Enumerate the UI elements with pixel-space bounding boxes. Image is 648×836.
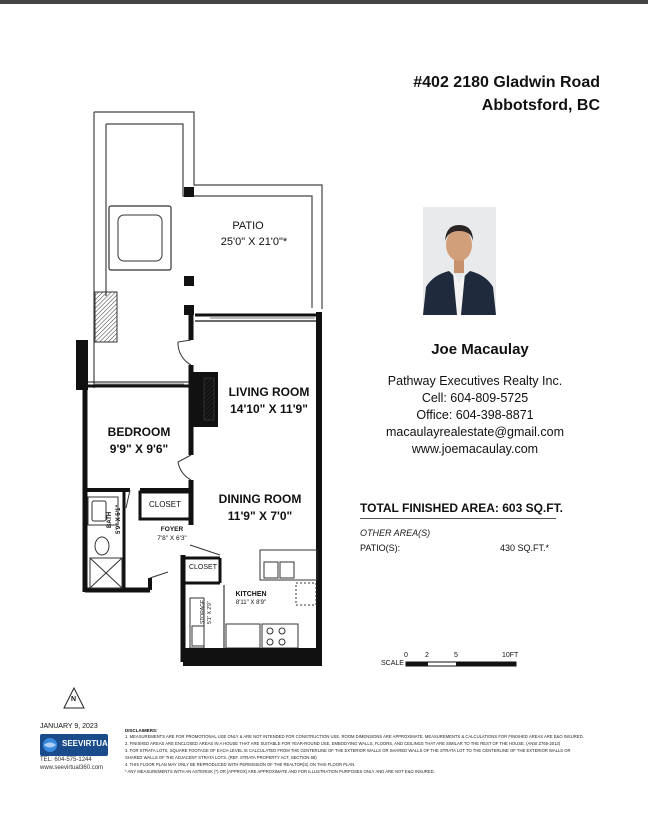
company-tel: TEL: 604-575-1244 bbox=[40, 757, 92, 763]
dining-room-dims: 11'9" X 7'0" bbox=[227, 509, 293, 523]
foyer-name: FOYER bbox=[160, 526, 184, 533]
disclaimer-line: 2. FINISHED AREAS ARE ENCLOSED AREAS IN A HOUSE THAT ARE SUITABLE FOR YEAR-ROUND USE, EMBODYING WALLS, FLOORS, AND CEILINGS THAT ARE SIMILAR TO THE REST OF THE HOUSE. (ANSI Z765-2013) bbox=[125, 741, 561, 746]
storage-dims: 5'1" X 2'9" bbox=[207, 601, 213, 624]
closet-label: CLOSET bbox=[148, 500, 181, 509]
patio-area-label: PATIO(S): bbox=[360, 543, 401, 553]
storage-name: STORAGE bbox=[200, 599, 206, 624]
patio-post bbox=[184, 305, 194, 315]
living-room-dims: 14'10" X 11'9" bbox=[230, 402, 308, 416]
address-line-1: #402 2180 Gladwin Road bbox=[413, 74, 600, 91]
dining-room-name: DINING ROOM bbox=[218, 492, 302, 506]
foyer-dims: 7'8" X 6'3" bbox=[157, 535, 187, 542]
hot-tub bbox=[109, 206, 171, 270]
scale-tick: 5 bbox=[454, 652, 458, 659]
scale-label: SCALE bbox=[381, 660, 404, 667]
disclaimer-line: SHARED WALLS OF THE ADJACENT STRATA LOTS. (REF. STRATA PROPERTY ACT, SECTION 68) bbox=[125, 755, 317, 760]
compass-label: N bbox=[71, 696, 77, 703]
scale-tick: 0 bbox=[404, 652, 408, 659]
bath-name: BATH bbox=[107, 511, 113, 528]
agent-website[interactable]: www.joemacaulay.com bbox=[411, 442, 539, 456]
disclaimer-line: 4. THIS FLOOR PLAN MAY ONLY BE REPRODUCED WITH PERMISSION OF THE REALTOR(S) ON THIS FLOOR PLAN. bbox=[125, 762, 356, 767]
other-areas-label: OTHER AREA(S) bbox=[360, 528, 431, 538]
outdoor-fireplace bbox=[95, 292, 117, 342]
disclaimers-title: DISCLAIMERS: bbox=[125, 728, 158, 733]
patio-post bbox=[184, 187, 194, 197]
agent-cell: Cell: 604-809-5725 bbox=[421, 391, 529, 405]
patio-post bbox=[184, 276, 194, 286]
scale-tick: 2 bbox=[425, 652, 429, 659]
disclaimer-line: 1. MEASUREMENTS ARE FOR PROMOTIONAL USE ONLY & ARE NOT INTENDED FOR CONSTRUCTION USE. ROOM DIMENSIONS ARE APPROXIMATE. MEASUREMENTS & CALCULATIONS FOR FINISHED AREAS ARE E&O INSURED. bbox=[125, 734, 584, 739]
patio-dims: 25'0" X 21'0"* bbox=[220, 236, 288, 248]
agent-photo bbox=[423, 207, 496, 315]
disclaimer-line: 3. FOR STRATA LOTS, SQUARE FOOTAGE OF EACH LEVEL IS CALCULATED FROM THE CENTERLINE OF THE EXTERIOR WALLS OR SHARED WALLS OF THE STRATA LOT TO THE CENTERLINE OF THE EXTERIOR WALLS OR bbox=[125, 748, 571, 753]
address-line-2: Abbotsford, BC bbox=[481, 97, 600, 114]
agent-portrait-icon bbox=[423, 207, 496, 315]
bottom-wall bbox=[183, 648, 322, 666]
patio-name: PATIO bbox=[232, 220, 264, 232]
patio-area-value: 430 SQ.FT.* bbox=[500, 543, 550, 553]
scale-bar bbox=[406, 662, 516, 666]
bedroom-dims: 9'9" X 9'6" bbox=[109, 442, 169, 456]
total-area bbox=[360, 501, 563, 515]
plan-date: JANUARY 9, 2023 bbox=[40, 723, 98, 730]
kitchen-dims: 8'11" X 8'9" bbox=[235, 600, 267, 606]
agent-company: Pathway Executives Realty Inc. bbox=[387, 374, 563, 388]
total-area-value: 603 SQ.FT. bbox=[502, 501, 563, 515]
closet-2-label: CLOSET bbox=[188, 564, 217, 571]
logo-text: SEEVIRTUAL bbox=[62, 739, 113, 748]
bedroom-name: BEDROOM bbox=[107, 425, 171, 439]
agent-name: Joe Macaulay bbox=[431, 341, 529, 358]
company-website[interactable]: www.seevirtual360.com bbox=[40, 765, 104, 771]
divider bbox=[360, 518, 556, 519]
living-room-name: LIVING ROOM bbox=[228, 385, 310, 399]
logo-globe-icon bbox=[42, 737, 58, 753]
agent-email[interactable]: macaulayrealestate@gmail.com bbox=[385, 425, 565, 439]
disclaimer-line: * ANY MEASUREMENTS WITH AN ASTERISK (*) OR [APPROX] ARE APPROXIMATE AND FOR ILLUSTRATION PURPOSES ONLY AND ARE NOT E&O INSURED. bbox=[125, 769, 435, 774]
bath-dims: 5'9" X 5'1" bbox=[116, 504, 122, 534]
scale-tick: 10FT bbox=[502, 652, 519, 659]
total-area-label: TOTAL FINISHED AREA: bbox=[360, 501, 499, 515]
agent-office: Office: 604-398-8871 bbox=[416, 408, 534, 422]
kitchen-name: KITCHEN bbox=[235, 591, 267, 598]
